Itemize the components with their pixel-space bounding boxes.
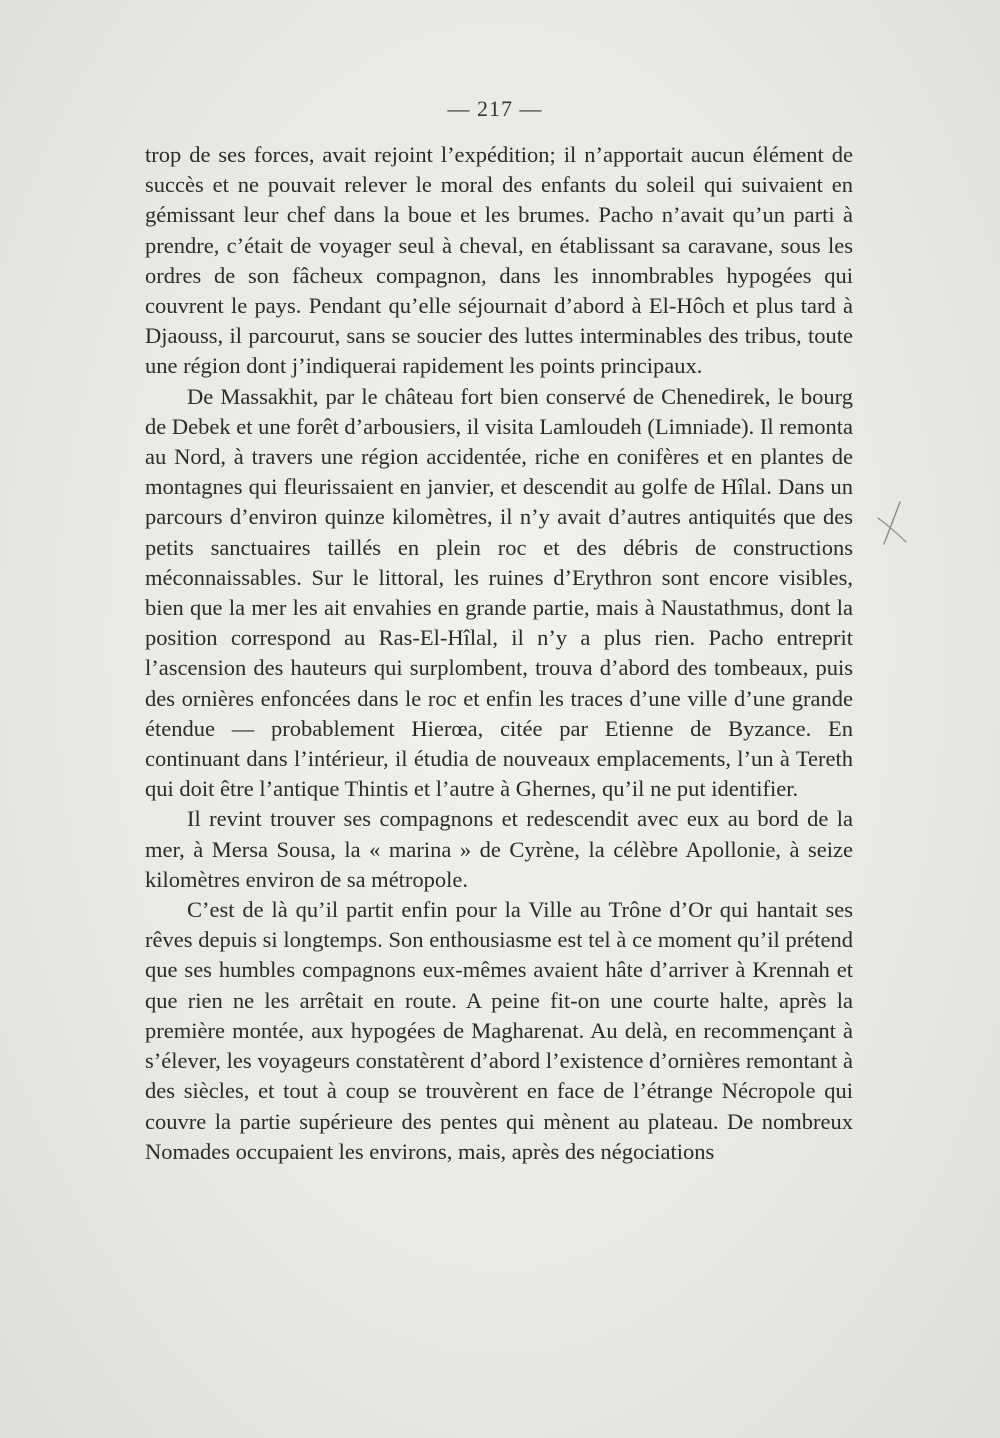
paragraph-1: trop de ses forces, avait rejoint l’expédition; il n’apportait aucun élément de succès et ne pouvait relever le moral des enfants du soleil qui suivaient en gémissant leur chef dans la boue et les brumes. Pacho n’avait qu’un parti à prendre, c’était de voyager seul à cheval, en établissant sa caravane, sous les ordres de son fâcheux compagnon, dans les innombrables hypogées qui couvrent le pays. Pendant qu’elle séjournait d’abord à El-Hôch et plus tard à Djaouss, il parcourut, sans se soucier des luttes interminables des tribus, toute une région dont j’indiquerai rapidement les points principaux. bbox=[145, 142, 853, 379]
pencil-cross-icon bbox=[872, 498, 912, 548]
paragraph-3: Il revint trouver ses compagnons et redescendit avec eux au bord de la mer, à Mersa Sousa, la « marina » de Cyrène, la célèbre Apollonie, à seize kilomètres environ de sa métropole. bbox=[145, 806, 853, 892]
margin-pencil-mark bbox=[872, 498, 912, 548]
body-text bbox=[145, 140, 853, 1167]
paragraph-4: C’est de là qu’il partit enfin pour la Ville au Trône d’Or qui hantait ses rêves depuis si longtemps. Son enthousiasme est tel à ce moment qu’il prétend que ses humbles compagnons eux-mêmes avaient hâte d’arriver à Krennah et que rien ne les arrêtait en route. A peine fit-on une courte halte, après la première montée, aux hypogées de Magharenat. Au delà, en recommençant à s’élever, les voyageurs constatèrent d’abord l’existence d’ornières remontant à des siècles, et tout à coup se trouvèrent en face de l’étrange Nécropole qui couvre la partie supérieure des pentes qui mènent au plateau. De nombreux Nomades occupaient les environs, mais, après des négociations bbox=[145, 897, 853, 1164]
page-number: — 217 — bbox=[447, 96, 543, 121]
paragraph-2: De Massakhit, par le château fort bien conservé de Chenedirek, le bourg de Debek et une forêt d’arbousiers, il visita Lamloudeh (Limniade). Il remonta au Nord, à travers une région accidentée, riche en conifères et en plantes de montagnes qui fleurissaient en janvier, et descendit au golfe de Hîlal. Dans un parcours d’environ quinze kilomètres, il n’y avait d’autres antiquités que des petits sanctuaires taillés en plein roc et des débris de constructions méconnaissables. Sur le littoral, les ruines d’Erythron sont encore visibles, bien que la mer les ait envahies en grande partie, mais à Naustathmus, dont la position correspond au Ras-El-Hîlal, il n’y a plus rien. Pacho entreprit l’ascension des hauteurs qui surplombent, trouva d’abord des tombeaux, puis des ornières enfoncées dans le roc et enfin les traces d’une ville d’une grande étendue — probablement Hierœa, citée par Etienne de Byzance. En continuant dans l’intérieur, il étudia de nouveaux emplacements, l’un à Tereth qui doit être l’antique Thintis et l’autre à Ghernes, qu’il ne put identifier. bbox=[145, 383, 853, 802]
